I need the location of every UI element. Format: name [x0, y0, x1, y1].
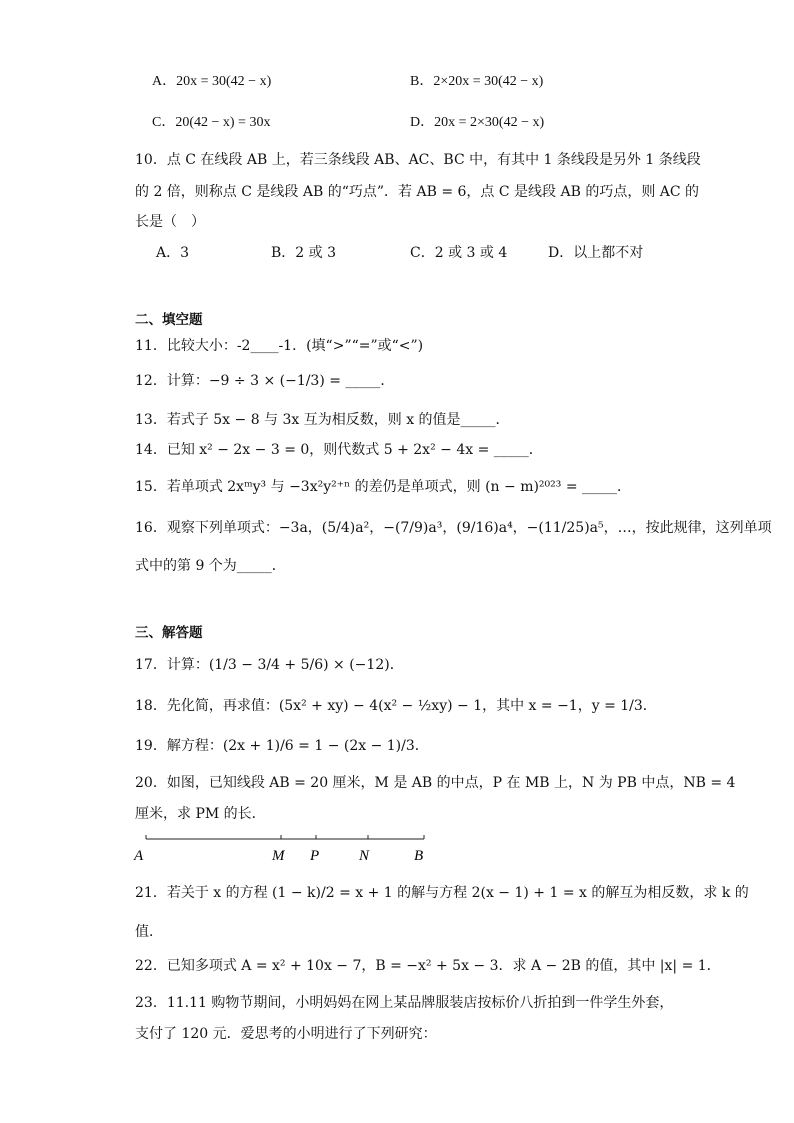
segment-figure: [130, 830, 440, 870]
q21-line-2: 值．: [135, 924, 163, 940]
q9-option-a: A．20x = 30(42 − x): [152, 74, 272, 89]
q17: 17．计算：(1/3 − 3/4 + 5/6) × (−12)．: [135, 657, 404, 673]
q15: 15．若单项式 2xᵐy³ 与 −3x²y²⁺ⁿ 的差仍是单项式，则 (n − m)²⁰²³ = _____．: [135, 479, 632, 495]
q10-option-d: D．以上都不对: [548, 245, 644, 261]
q16-line-2: 式中的第 9 个为_____．: [135, 558, 286, 574]
q10-option-a: A．3: [156, 245, 190, 261]
q18: 18．先化简，再求值：(5x² + xy) − 4(x² − ½xy) − 1，其中 x = −1，y = 1/3．: [135, 698, 657, 714]
q22: 22．已知多项式 A = x² + 10x − 7，B = −x² + 5x − 3．求 A − 2B 的值，其中 |x| = 1．: [135, 958, 721, 974]
label-p: P: [310, 848, 320, 864]
label-a: A: [134, 848, 144, 864]
q13: 13．若式子 5x − 8 与 3x 互为相反数，则 x 的值是_____．: [135, 412, 510, 428]
q19: 19．解方程：(2x + 1)/6 = 1 − (2x − 1)/3．: [135, 738, 429, 754]
q23-line-2: 支付了 120 元．爱思考的小明进行了下列研究：: [135, 1026, 437, 1042]
section-3-heading: 三、解答题: [135, 625, 203, 641]
q9-option-c: C．20(42 − x) = 30x: [152, 115, 271, 130]
label-m: M: [272, 848, 285, 864]
q20-line-2: 厘米，求 PM 的长．: [135, 806, 266, 822]
q21-line-1: 21．若关于 x 的方程 (1 − k)/2 = x + 1 的解与方程 2(x − 1) + 1 = x 的解互为相反数，求 k 的: [135, 885, 749, 901]
q23-line-1: 23．11.11 购物节期间，小明妈妈在网上某品牌服装店按标价八折拍到一件学生外套，: [135, 995, 674, 1011]
q16-line-1: 16．观察下列单项式：−3a，(5/4)a²，−(7/9)a³，(9/16)a⁴，−(11/25)a⁵，…，按此规律，这列单项: [135, 520, 772, 536]
q10-line-2: 的 2 倍，则称点 C 是线段 AB 的“巧点”．若 AB = 6，点 C 是线段 AB 的巧点，则 AC 的: [135, 184, 700, 200]
q14: 14．已知 x² − 2x − 3 = 0，则代数式 5 + 2x² − 4x = _____．: [135, 442, 543, 458]
q10-option-b: B．2 或 3: [271, 245, 337, 261]
q12: 12．计算：−9 ÷ 3 × (−1/3) = _____．: [135, 373, 395, 389]
q20-line-1: 20．如图，已知线段 AB = 20 厘米，M 是 AB 的中点，P 在 MB 上，N 为 PB 中点，NB = 4: [135, 775, 736, 791]
q9-option-d: D．20x = 2×30(42 − x): [410, 115, 545, 130]
q10-line-1: 10．点 C 在线段 AB 上，若三条线段 AB、AC、BC 中，有其中 1 条线段是另外 1 条线段: [135, 152, 701, 168]
label-b: B: [414, 848, 424, 864]
q10-line-3: 长是（ ）: [135, 214, 205, 230]
q10-option-c: C．2 或 3 或 4: [410, 245, 508, 261]
section-2-heading: 二、填空题: [135, 312, 203, 328]
label-n: N: [359, 848, 370, 864]
q9-option-b: B．2×20x = 30(42 − x): [410, 74, 544, 89]
q11: 11．比较大小：-2____-1．(填“>”“=”或“<”): [135, 338, 424, 354]
